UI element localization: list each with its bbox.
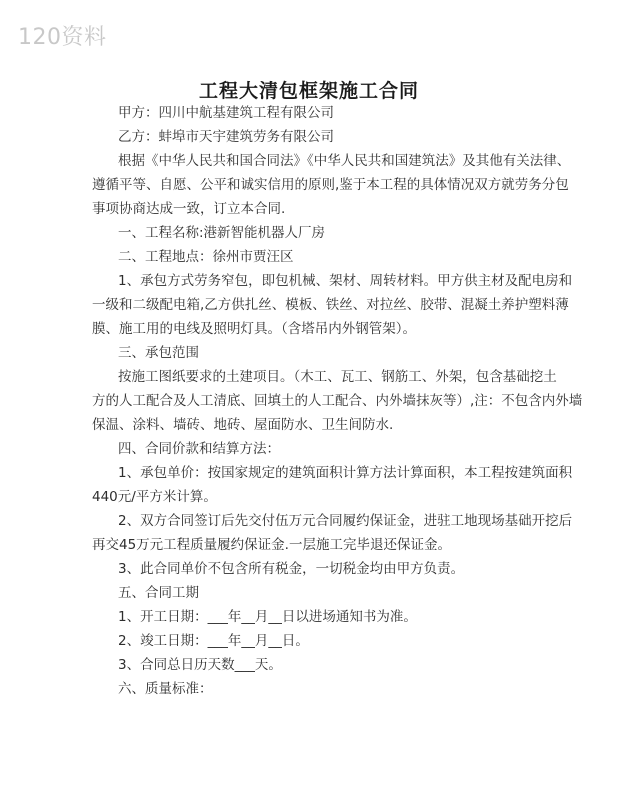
completion-date-line: 2、竣工日期：___年__月__日。 (118, 633, 309, 649)
tax-clause: 3、此合同单价不包含所有税金，一切税金均由甲方负责。 (118, 561, 465, 577)
section-price-heading: 四、合同价款和结算方法： (118, 441, 280, 457)
party-b-line: 乙方：蚌埠市天宇建筑劳务有限公司 (118, 129, 334, 145)
project-location: 二、工程地点：徐州市贾汪区 (118, 249, 294, 265)
section-period-heading: 五、合同工期 (118, 585, 199, 601)
deposit-line-2: 再交45万元工程质量履约保证金.一层施工完毕退还保证金。 (92, 537, 451, 553)
unit-price-line-2: 440元/平方米计算。 (92, 489, 217, 505)
start-date-line: 1、开工日期：___年__月__日以进场通知书为准。 (118, 609, 417, 625)
section-quality-heading: 六、质量标准： (118, 681, 213, 697)
section-scope-heading: 三、承包范围 (118, 345, 199, 361)
preamble-line-2: 遵循平等、自愿、公平和诚实信用的原则,鉴于本工程的具体情况双方就劳务分包 (92, 177, 569, 193)
deposit-line-1: 2、双方合同签订后先交付伍万元合同履约保证金，进驻工地现场基础开挖后 (118, 513, 573, 529)
preamble-line-3: 事项协商达成一致，订立本合同. (92, 201, 286, 217)
total-days-line: 3、合同总日历天数___天。 (118, 657, 282, 673)
scope-line-3: 保温、涂料、墙砖、地砖、屋面防水、卫生间防水. (92, 417, 394, 433)
preamble-line-1: 根据《中华人民共和国合同法》《中华人民共和国建筑法》及其他有关法律、 (118, 153, 571, 169)
document-title: 工程大清包框架施工合同 (198, 80, 419, 102)
party-a-line: 甲方：四川中航基建筑工程有限公司 (118, 105, 334, 121)
project-name: 一、工程名称:港新智能机器人厂房 (118, 225, 326, 241)
contract-mode-line-3: 膜、施工用的电线及照明灯具。（含塔吊内外钢管架）。 (92, 321, 416, 337)
unit-price-line-1: 1、承包单价：按国家规定的建筑面积计算方法计算面积，本工程按建筑面积 (118, 465, 573, 481)
scope-line-1: 按施工图纸要求的土建项目。（木工、瓦工、钢筋工、外架，包含基础挖土 (118, 369, 557, 385)
contract-mode-line-2: 一级和二级配电箱,乙方供扎丝、模板、铁丝、对拉丝、胶带、混凝土养护塑料薄 (92, 297, 569, 313)
contract-mode-line-1: 1、承包方式劳务窄包，即包机械、架材、周转材料。甲方供主材及配电房和 (118, 273, 573, 289)
scope-line-2: 方的人工配合及人工清底、回填土的人工配合、内外墙抹灰等）,注：不包含内外墙 (92, 393, 583, 409)
watermark-logo: 120资料 (18, 25, 107, 50)
